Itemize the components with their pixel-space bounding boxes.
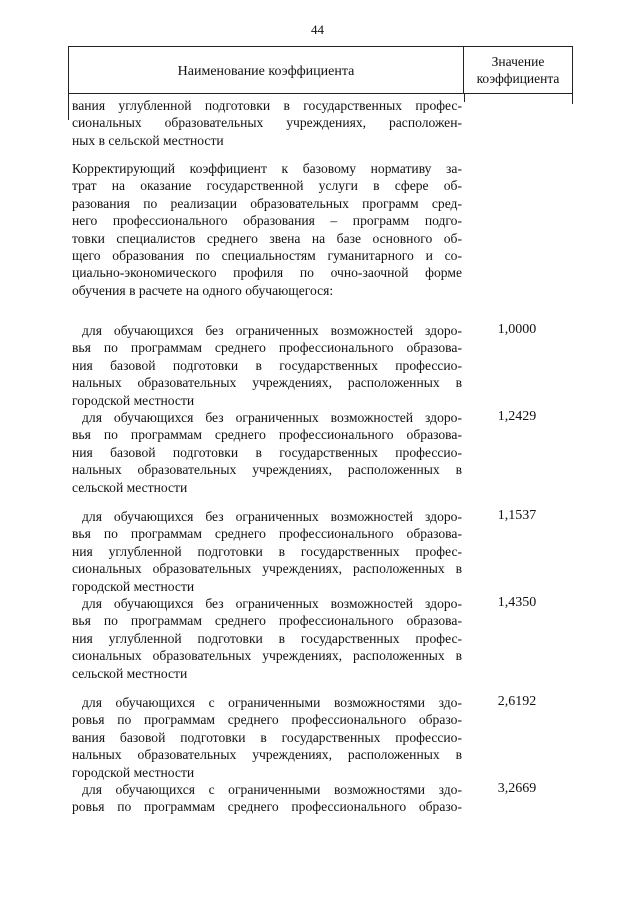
text-line: сиональных образовательных учреждениях, расположен- xyxy=(72,115,462,131)
text-line: вья по программам среднего профессионального образова- xyxy=(72,526,462,542)
text-line: ния углубленной подготовки в государственных профес- xyxy=(72,543,462,559)
text-line: сельской местности xyxy=(72,479,188,495)
text-line: циально-экономического профиля по очно-заочной форме xyxy=(72,265,462,281)
text-line: вания базовой подготовки в государственных профессио- xyxy=(72,729,462,745)
text-line: него профессионального образования – программ подго- xyxy=(72,213,462,229)
coefficient-value: 1,2429 xyxy=(497,409,537,424)
text-line: сельской местности xyxy=(72,665,188,681)
text-line: вья по программам среднего профессионального образова- xyxy=(72,340,462,356)
coefficient-row xyxy=(72,694,462,781)
text-line: ния базовой подготовки в государственных профессио- xyxy=(72,444,462,460)
coefficient-value: 2,6192 xyxy=(497,694,537,709)
section-title xyxy=(72,160,462,299)
text-line: для обучающихся с ограниченными возможностями здо- xyxy=(82,782,462,797)
text-line: Корректирующий коэффициент к базовому нормативу за- xyxy=(72,161,462,176)
text-line: вания углубленной подготовки в государственных профес- xyxy=(72,98,462,113)
text-line: разования по реализации образовательных программ сред- xyxy=(72,195,462,211)
text-line: для обучающихся без ограниченных возможностей здоро- xyxy=(82,323,462,338)
text-line: ровья по программам среднего профессионального образо- xyxy=(72,712,462,728)
text-line: для обучающихся без ограниченных возможностей здоро- xyxy=(82,596,462,611)
text-line: городской местности xyxy=(72,764,195,780)
text-line: нальных образовательных учреждениях, расположенных в xyxy=(72,747,462,763)
text-line: ровья по программам среднего профессионального образо- xyxy=(72,799,462,815)
coefficient-value: 1,0000 xyxy=(497,322,537,337)
coefficient-value: 3,2669 xyxy=(497,781,537,796)
text-line: вья по программам среднего профессионального образова- xyxy=(72,613,462,629)
text-line: трат на оказание государственной услуги в сфере об- xyxy=(72,178,462,194)
coefficient-row xyxy=(72,322,462,409)
text-line: сиональных образовательных учреждениях, расположенных в xyxy=(72,561,462,577)
coefficient-row xyxy=(72,781,462,816)
text-line: нальных образовательных учреждениях, расположенных в xyxy=(72,462,462,478)
text-line: городской местности xyxy=(72,578,195,594)
table-border-middle xyxy=(464,94,465,102)
text-line: ния базовой подготовки в государственных профессио- xyxy=(72,357,462,373)
text-line: для обучающихся с ограниченными возможностями здо- xyxy=(82,695,462,710)
text-line: ных в сельской местности xyxy=(72,132,224,148)
text-line: обучения в расчете на одного обучающегося: xyxy=(72,282,334,298)
table-border-left xyxy=(68,94,69,120)
table-header xyxy=(68,46,573,94)
coefficient-value: 1,1537 xyxy=(497,508,537,523)
text-line: для обучающихся без ограниченных возможностей здоро- xyxy=(82,410,462,425)
text-line: вья по программам среднего профессионального образова- xyxy=(72,427,462,443)
coefficient-value: 1,4350 xyxy=(497,595,537,610)
text-line: сиональных образовательных учреждениях, расположенных в xyxy=(72,648,462,664)
coefficient-row xyxy=(72,595,462,682)
coefficient-name-column-header: Наименование коэффициента xyxy=(177,64,355,79)
text-line: для обучающихся без ограниченных возможностей здоро- xyxy=(82,509,462,524)
coefficient-row xyxy=(72,409,462,496)
text-line: товки специалистов среднего звена на базе основного об- xyxy=(72,230,462,246)
table-border-right xyxy=(572,94,573,104)
text-line: ния углубленной подготовки в государственных профес- xyxy=(72,630,462,646)
text-line: щего образования по специальностям гуманитарного и со- xyxy=(72,248,462,264)
coefficient-value-column-header: Значение коэффициента xyxy=(463,47,572,93)
page-number: 44 xyxy=(311,22,324,37)
coefficient-row xyxy=(72,508,462,595)
text-line: городской местности xyxy=(72,392,195,408)
continuation-text xyxy=(72,97,462,149)
text-line: нальных образовательных учреждениях, расположенных в xyxy=(72,375,462,391)
